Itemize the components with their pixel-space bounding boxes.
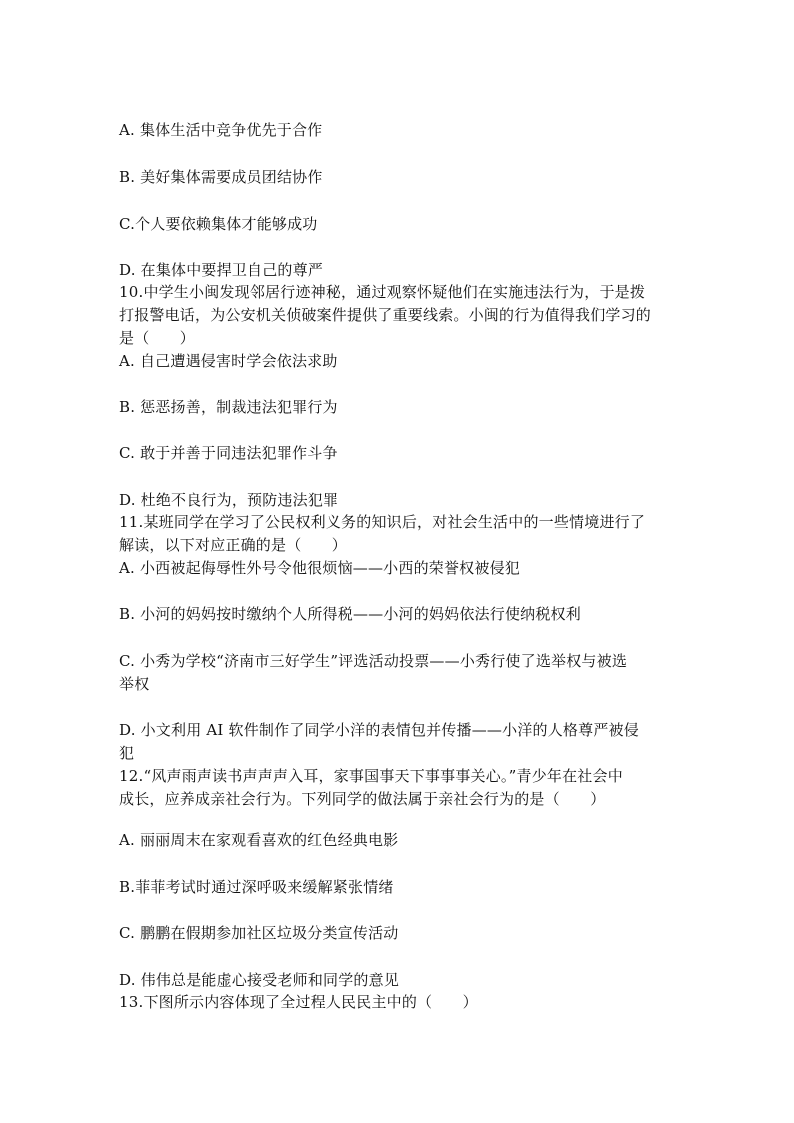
q12-option-d: D. 伟伟总是能虚心接受老师和同学的意见 [119, 971, 400, 989]
q10-option-a: A. 自己遭遇侵害时学会依法求助 [119, 352, 338, 370]
q10-option-d: D. 杜绝不良行为，预防违法犯罪 [119, 491, 339, 509]
q11-option-b: B. 小河的妈妈按时缴纳个人所得税——小河的妈妈依法行使纳税权利 [119, 605, 581, 623]
q10-stem-line2: 打报警电话，为公安机关侦破案件提供了重要线索。小闽的行为值得我们学习的 [119, 306, 652, 324]
q9-option-c: C.个人要依赖集体才能够成功 [119, 215, 318, 233]
q10-stem-line3: 是（ ） [119, 329, 196, 347]
q9-option-b: B. 美好集体需要成员团结协作 [119, 168, 323, 186]
q12-stem-line2: 成长，应养成亲社会行为。下列同学的做法属于亲社会行为的是（ ） [119, 790, 606, 808]
q11-stem-line2: 解读，以下对应正确的是（ ） [119, 536, 348, 554]
q11-option-c-line1: C. 小秀为学校“济南市三好学生”评选活动投票——小秀行使了选举权与被选 [119, 652, 628, 670]
q10-stem-line1: 10.中学生小闽发现邻居行迹神秘，通过观察怀疑他们在实施违法行为，于是拨 [119, 283, 646, 301]
q11-stem-line1: 11.某班同学在学习了公民权利义务的知识后，对社会生活中的一些情境进行了 [119, 513, 646, 531]
q11-option-d-line2: 犯 [119, 744, 135, 762]
q12-option-c: C. 鹏鹏在假期参加社区垃圾分类宣传活动 [119, 924, 399, 942]
q13-stem-line1: 13.下图所示内容体现了全过程人民民主中的（ ） [119, 993, 478, 1011]
q11-option-d-line1: D. 小文利用 AI 软件制作了同学小洋的表情包并传播——小洋的人格尊严被侵 [119, 721, 639, 739]
q11-option-c-line2: 举权 [119, 675, 150, 693]
q10-option-c: C. 敢于并善于同违法犯罪作斗争 [119, 444, 338, 462]
q10-option-b: B. 惩恶扬善，制裁违法犯罪行为 [119, 398, 338, 416]
q12-option-a: A. 丽丽周末在家观看喜欢的红色经典电影 [119, 831, 399, 849]
q12-stem-line1: 12.“风声雨声读书声声声入耳，家事国事天下事事事关心。”青少年在社会中 [119, 767, 623, 785]
q11-option-a: A. 小西被起侮辱性外号令他很烦恼——小西的荣誉权被侵犯 [119, 559, 520, 577]
q9-option-d: D. 在集体中要捍卫自己的尊严 [119, 261, 324, 279]
q9-option-a: A. 集体生活中竞争优先于合作 [119, 121, 323, 139]
q12-option-b: B.菲菲考试时通过深呼吸来缓解紧张情绪 [119, 878, 394, 896]
